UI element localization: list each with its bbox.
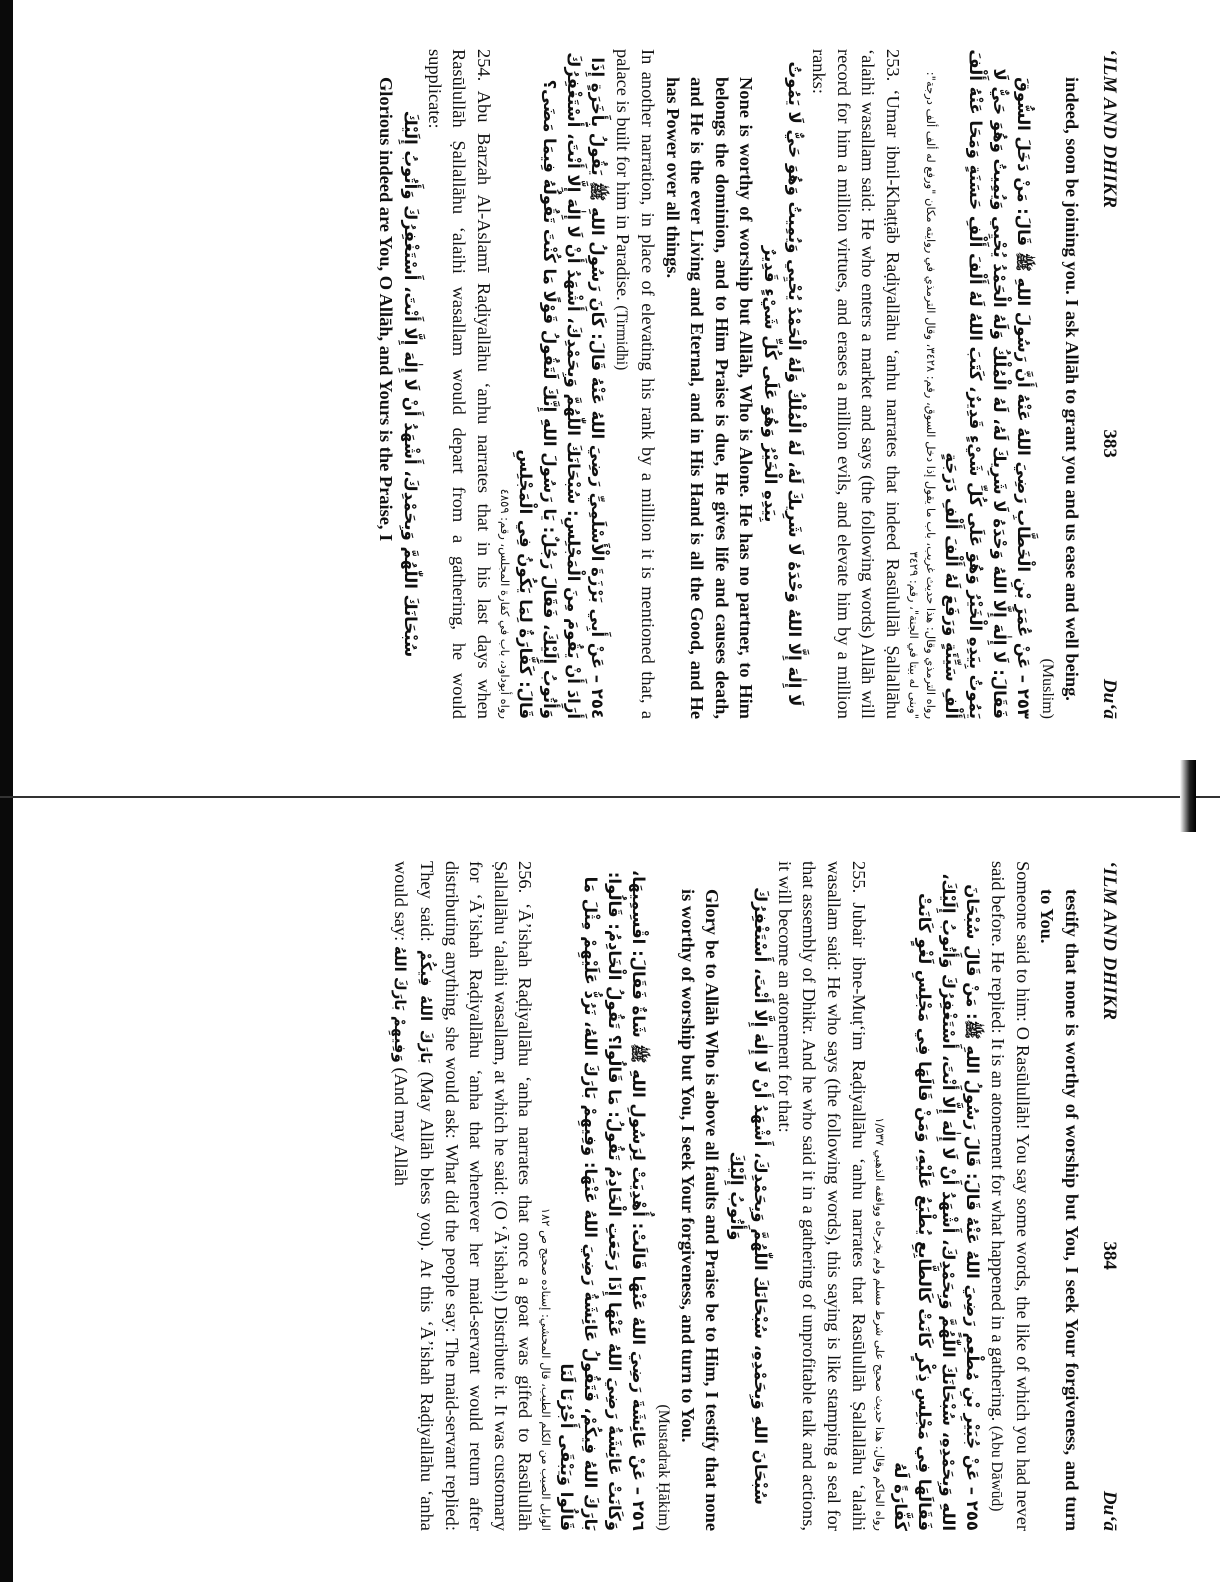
hadith-253-text: 253. ‘Umar ibnil-Khaṭṭāb Raḍiyallāhu ‘anhu narrates that indeed Rasūlullāh Ṣallallāhu ‘alaihi wasallam said: He who enters a market and says (the following words) Allāh will record for him a million virtues, and erases a million evils, and elevate him by a million ranks: [809, 49, 903, 719]
hadith-255-arabic: ٢٥٥ – عَنْ جُبَيْرِ بْنِ مُطْعِمٍ رَضِيَ اللهُ عَنْهُ قَالَ: قَالَ رَسُولُ اللهِ ﷺ: مَنْ قَالَ سُبْحَانَ اللهِ وَبِحَمْدِهِ، سُبْحَانَكَ اللّٰهُمَّ وَبِحَمْدِكَ، أَشْهَدُ أَنْ لَا إِلٰهَ إِلَّا أَنْتَ، أَسْتَغْفِرُكَ وَأَتُوبُ إِلَيْكَ، فَقَالَهَا فِي مَجْلِسِ ذِكْرٍ كَانَتْ كَالطَّابِعِ يُطْبَعُ عَلَيْهِ، وَمَنْ قَالَهَا فِي مَجْلِسِ لَغْوٍ كَانَتْ كَفَّارَةً لَهُ [890, 873, 982, 1531]
running-head-384 [1098, 861, 1120, 1531]
continued-translation: testify that none is worthy of worship but You, I seek Your forgiveness, and turn to You. [1037, 889, 1082, 1531]
page-383 [90, 11, 1130, 759]
hadith-253-translation: None is worthy of worship but Allāh, Who is Alone. He has no partner, to Him belongs the dominion, and to Him Praise is due, He gives life and causes death, and He is the ever Living and Eternal, and in His Hand is all the Good, and He has Power over all things. [662, 77, 757, 719]
section-name: Du‘ā [1099, 1490, 1120, 1531]
continued-narration [984, 861, 1035, 1531]
hadith-254-dhikr-arabic: سُبْحَانَكَ اللّٰهُمَّ وَبِحَمْدِكَ، أَشْهَدُ أَنْ لَا إِلٰهَ إِلَّا أَنْتَ، أَسْتَغْفِرُكَ وَأَتُوبُ إِلَيْكَ [401, 110, 421, 658]
page-384-region [0, 812, 1220, 1582]
hadith-253-note-source: (Tirmidhi) [613, 305, 631, 371]
hadith-254-translation: Glorious indeed are You, O Allāh, and Yours is the Praise, I [376, 77, 397, 542]
page-383-content [374, 49, 1085, 719]
hadith-256-arabic-reference: الوابل الصيب من الكلم الطيب، قال المحشي: إسناده صحيح ص ١٨٢ [539, 1207, 554, 1531]
hadith-256-text-main: 256. ‘Ā’ishah Raḍiyallāhu ‘anha narrates that once a goat was gifted to Rasūlullāh Ṣallallāhu ‘alaihi wasallam, at which he said: (O ‘Ā’ishah!) Distribute it. It was customary for ‘Ā’ishah Raḍiyallāhu ‘anha that whenever her maid-servant would return after distributing anything, she would ask: What did the people say: The maid-servant replied: They said: [417, 861, 536, 1531]
hadith-256-text [388, 861, 538, 1531]
hadith-256-inline-english-1: (May Allāh bless you). At this ‘Ā’ishah Raḍiyallāhu ‘anha would say: [391, 861, 438, 1531]
hadith-255-translation: Glory be to Allāh Who is above all faults and Praise be to Him, I testify that none is worthy of worship but You, I seek Your forgiveness, and turn to You. [677, 889, 723, 1531]
source-reference: (Muslim) [1039, 658, 1057, 719]
hadith-254-arabic-reference: رواه أبوداود، باب في كفارة المجلس، رقم: ٤٨٥٩ [497, 488, 512, 719]
hadith-256-inline-english-2: (And may Allāh [391, 1067, 412, 1186]
running-head-title: ‘ILM AND DHIKR [1099, 49, 1120, 209]
hadith-256-inline-arabic-2: وَفِيهِمْ بَارَكَ اللهُ [391, 945, 410, 1063]
running-head-title: ‘ILM AND DHIKR [1099, 861, 1120, 1021]
hadith-253-note-text: In another narration, in place of elevating his rank by a million it is mentioned that, a palace is built for him in Paradise. [613, 49, 659, 719]
section-name: Du‘ā [1099, 678, 1120, 719]
hadith-254-text: 254. Abu Barzah Al-Aslamī Raḍiyallāhu ‘anhu narrates that in his last days when Rasūlullāh Ṣallallāhu ‘alaihi wasallam would depart from a gathering, he would supplicate: [424, 49, 494, 719]
continued-translation: indeed, soon be joining you. I ask Allāh to grant you and us ease and well being. [1062, 77, 1082, 701]
hadith-253-note [609, 49, 660, 719]
hadith-256-arabic: ٢٥٦ – عَنْ عَائِشَةَ رَضِيَ اللهُ عَنْهَا قَالَتْ: أُهْدِيَتْ لِرَسُولِ اللهِ ﷺ شَاةٌ فَقَالَ: اقْسِمِيهَا، وَكَانَتْ عَائِشَةُ رَضِيَ اللهُ عَنْهَا إِذَا رَجَعَتِ الْخَادِمُ تَقُولُ: مَا قَالُوا؟ تَقُولُ الْخَادِمُ: قَالُوا: بَارَكَ اللهُ فِيكُمْ، فَتَقُولُ عَائِشَةُ رَضِيَ اللهُ عَنْهَا: وَفِيهِمْ بَارَكَ اللهُ، نَرُدُّ عَلَيْهِمْ مِثْلَ مَا قَالُوا وَيَبْقَى أَجْرُنَا لَنَا [557, 869, 649, 1531]
page-number: 383 [1099, 429, 1120, 458]
hadith-253-dhikr-arabic: لَا إِلٰهَ إِلَّا اللهُ وَحْدَهُ لَا شَرِيكَ لَهُ، لَهُ الْمُلْكُ وَلَهُ الْحَمْدُ يُحْيِي وَيُمِيتُ وَهُوَ حَيٌّ لَا يَمُوتُ بِيَدِهِ الْخَيْرُ وَهُوَ عَلَى كُلِّ شَيْءٍ قَدِيرٌ [761, 61, 805, 707]
hadith-255-source: (Mustadrak Ḥākim) [655, 1404, 673, 1531]
hadith-253-arabic-reference: رواه الترمذي وقال: هذا حديث غريب، باب ما يقول إذا دخل السوق، رقم: ٣٤٢٨، وقال الترمذي في روايته مكان "ورفع له ألف ألف درجة": "وبنى له بيتا في الجنة"، رقم: ٣٤٢٩ [906, 71, 938, 719]
hadith-255-arabic-reference: رواه الحاكم وقال: هذا حديث صحيح على شرط مسلم ولم يخرجاه ووافقه الذهبي ١/٥٣٧ [872, 1117, 887, 1531]
hadith-255-text: 255. Jubair ibne-Muṭ‘im Raḍiyallāhu ‘anhu narrates that Rasūlullāh Ṣallallāhu ‘alaihi wasallam said: He who says (the following words), this saying is like stamping a seal for that assembly of Dhikr. And he who said it in a gathering of unprofitable talk and actions, it will become an atonement for that: [774, 861, 869, 1531]
hadith-255-dhikr-arabic: سُبْحَانَ اللهِ وَبِحَمْدِهِ، سُبْحَانَكَ اللّٰهُمَّ وَبِحَمْدِكَ، أَشْهَدُ أَنْ لَا إِلٰهَ إِلَّا أَنْتَ، أَسْتَغْفِرُكَ وَأَتُوبُ إِلَيْكَ [727, 887, 771, 1505]
source-reference: (Abu Dāwūd) [988, 1425, 1006, 1512]
continued-narration-text: Someone said to him: O Rasūlullāh! You say some words, the like of which you had never said before. He replied: It is an atonement for what happened in a gathering. [988, 861, 1033, 1531]
page-384 [90, 823, 1130, 1571]
hadith-253-arabic: ٢٥٣ – عَنْ عُمَرَ بْنِ الْخَطَّابِ رَضِيَ اللهُ عَنْهُ أَنَّ رَسُولَ اللهِ ﷺ قَالَ: مَنْ دَخَلَ السُّوقَ فَقَالَ: لَا إِلٰهَ إِلَّا اللهُ وَحْدَهُ لَا شَرِيكَ لَهُ، لَهُ الْمُلْكُ وَلَهُ الْحَمْدُ يُحْيِي وَيُمِيتُ وَهُوَ حَيٌّ لَا يَمُوتُ بِيَدِهِ الْخَيْرُ وَهُوَ عَلَى كُلِّ شَيْءٍ قَدِيرٌ، كَتَبَ اللهُ لَهُ أَلْفَ أَلْفِ حَسَنَةٍ وَمَحَا عَنْهُ أَلْفَ أَلْفِ سَيِّئَةٍ وَرَفَعَ لَهُ أَلْفَ أَلْفِ دَرَجَةٍ [941, 49, 1033, 719]
page-number: 384 [1099, 1241, 1120, 1270]
hadith-256-inline-arabic-1: بَارَكَ اللهُ فِيكُمْ [417, 949, 436, 1064]
running-head-383 [1098, 49, 1120, 719]
book-gutter-fold [0, 796, 1220, 798]
page-384-content [388, 861, 1084, 1531]
page-383-region [0, 0, 1220, 770]
hadith-254-arabic: ٢٥٤ – عَنْ أَبِي بَرْزَةَ الْأَسْلَمِيِّ رَضِيَ اللهُ عَنْهُ قَالَ: كَانَ رَسُولُ اللهِ ﷺ يَقُولُ بِأَخَرَةٍ إِذَا أَرَادَ أَنْ يَقُومَ مِنَ الْمَجْلِسِ: سُبْحَانَكَ اللّٰهُمَّ وَبِحَمْدِكَ، أَشْهَدُ أَنْ لَا إِلٰهَ إِلَّا أَنْتَ، أَسْتَغْفِرُكَ وَأَتُوبُ إِلَيْكَ، فَقَالَ رَجُلٌ: يَا رَسُولَ اللهِ إِنَّكَ لَتَقُولُ قَوْلًا مَا كُنْتَ تَقُولُهُ فِيمَا مَضَى؟ قَالَ: كَفَّارَةٌ لِمَا يَكُونُ فِي الْمَجْلِسِ [515, 52, 607, 719]
